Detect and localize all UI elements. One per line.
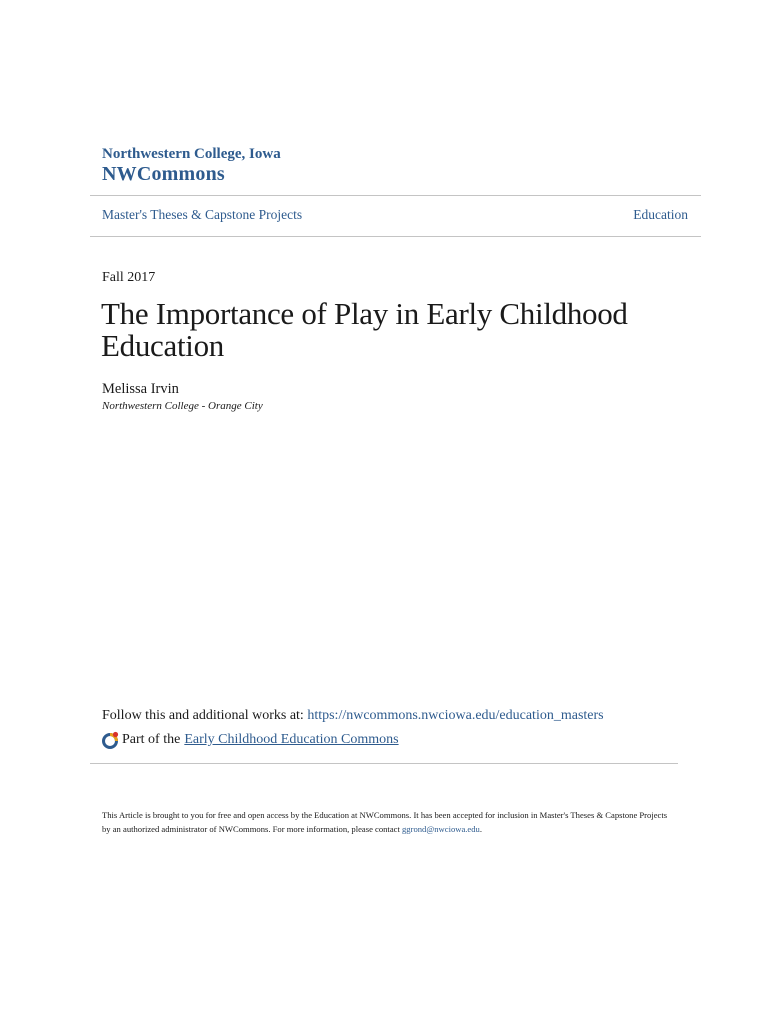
follow-line <box>102 708 604 724</box>
article-title: The Importance of Play in Early Childhood Education <box>101 296 628 363</box>
bepress-network-logo-icon <box>102 731 120 749</box>
department-link[interactable]: Education <box>633 207 688 222</box>
institution-link[interactable]: Northwestern College, Iowa <box>102 146 281 162</box>
follow-url-link[interactable]: https://nwcommons.nwciowa.edu/education_masters <box>307 708 604 723</box>
institution-block <box>102 145 281 185</box>
follow-label: Follow this and additional works at: <box>102 708 304 723</box>
footer-end-punct: . <box>479 824 482 834</box>
part-of-label: Part of the <box>122 732 181 747</box>
footer-divider <box>90 763 678 764</box>
collection-link[interactable]: Master's Theses & Capstone Projects <box>102 207 303 222</box>
footer-text: This Article is brought to you for free and open access by the Education at NWCommons. It has been accepted for inclusion in Master's Theses & Capstone Projects by an authorized administrator of NWCommons. For more information, please contact <box>102 810 668 834</box>
part-of-line <box>102 731 399 749</box>
contact-email-link[interactable]: ggrond@nwciowa.edu <box>402 824 480 834</box>
header-divider-bottom <box>90 236 701 237</box>
commons-link[interactable]: Early Childhood Education Commons <box>184 732 399 747</box>
footer-notice <box>102 808 672 836</box>
author-name: Melissa Irvin <box>102 381 179 397</box>
author-affiliation: Northwestern College - Orange City <box>102 400 263 412</box>
publication-date: Fall 2017 <box>102 270 156 285</box>
header-divider-top <box>90 195 701 196</box>
repository-link[interactable]: NWCommons <box>102 163 225 185</box>
